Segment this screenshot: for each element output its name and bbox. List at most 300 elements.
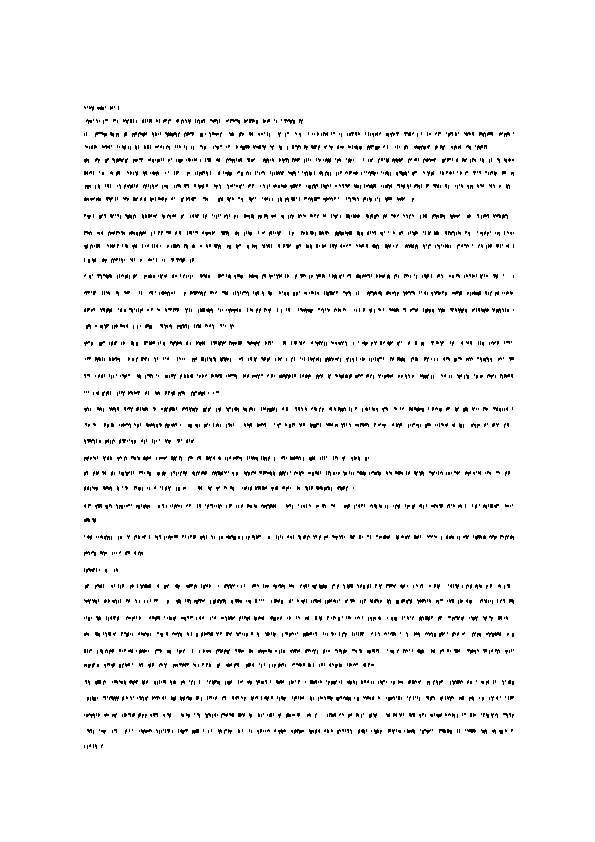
ink-mark	[223, 171, 224, 174]
ink-mark	[244, 423, 245, 426]
ink-mark	[472, 158, 473, 162]
ink-mark	[417, 184, 418, 188]
ink-mark	[316, 197, 317, 201]
ink-mark	[172, 197, 173, 200]
ink-mark	[450, 232, 451, 235]
ink-mark	[481, 132, 482, 135]
ink-mark	[507, 375, 508, 377]
ink-mark	[134, 440, 135, 444]
ink-mark	[108, 324, 109, 326]
ink-mark	[169, 408, 170, 412]
ink-mark	[199, 424, 200, 427]
ink-mark	[254, 275, 255, 277]
ink-mark	[466, 407, 467, 411]
ink-mark	[192, 245, 193, 248]
ink-mark	[313, 292, 314, 294]
ink-mark	[413, 172, 414, 176]
ink-mark	[219, 471, 220, 475]
ink-mark	[285, 133, 286, 137]
ink-mark	[512, 504, 513, 506]
ink-mark	[370, 133, 371, 136]
ink-mark	[196, 424, 197, 427]
ink-mark	[150, 274, 151, 278]
ink-mark	[92, 198, 93, 200]
ink-mark	[97, 456, 98, 459]
ink-mark	[362, 408, 363, 412]
ink-mark	[135, 457, 136, 460]
ink-mark	[148, 471, 149, 474]
ink-mark	[372, 231, 373, 233]
ink-mark	[508, 471, 509, 475]
ink-mark	[125, 159, 126, 163]
ink-mark	[293, 232, 294, 234]
ink-mark	[164, 185, 165, 187]
ink-mark	[127, 291, 128, 294]
ink-mark	[467, 408, 468, 412]
ink-mark	[226, 424, 227, 428]
ink-mark	[387, 291, 388, 295]
ink-mark	[117, 457, 118, 459]
ink-mark	[434, 358, 435, 361]
ink-mark	[144, 198, 145, 201]
ink-mark	[442, 423, 443, 426]
ink-mark	[208, 308, 209, 312]
ink-mark	[221, 275, 222, 277]
ink-mark	[328, 309, 329, 312]
ink-mark	[265, 308, 266, 310]
ink-mark	[395, 292, 396, 296]
ink-mark	[396, 504, 397, 506]
ink-mark	[146, 171, 147, 175]
ink-mark	[285, 423, 286, 426]
ink-mark	[437, 215, 438, 217]
ink-mark	[310, 423, 311, 427]
ink-mark	[330, 198, 331, 200]
ink-mark	[350, 274, 351, 278]
ink-mark	[139, 232, 140, 236]
ink-mark	[486, 291, 487, 295]
ink-mark	[376, 245, 377, 249]
ink-mark	[125, 309, 126, 312]
ink-mark	[248, 185, 249, 188]
ink-mark	[256, 505, 257, 508]
ink-mark	[434, 231, 435, 235]
ink-mark	[358, 341, 359, 343]
ink-mark	[203, 197, 204, 199]
ink-mark	[253, 471, 254, 473]
ink-mark	[178, 342, 179, 344]
ink-mark	[323, 159, 324, 161]
ink-mark	[217, 185, 218, 187]
ink-mark	[280, 471, 281, 475]
ink-mark	[324, 456, 325, 460]
ink-mark	[492, 504, 493, 508]
ink-mark	[320, 274, 321, 277]
ink-mark	[389, 275, 390, 279]
ink-mark	[242, 146, 243, 150]
ink-mark	[265, 457, 266, 459]
ink-mark	[226, 274, 227, 277]
ink-mark	[300, 184, 301, 186]
ink-mark	[136, 358, 137, 362]
ink-mark	[355, 132, 356, 135]
ink-mark	[409, 245, 410, 248]
ink-mark	[231, 486, 232, 489]
ink-mark	[179, 456, 180, 460]
ink-mark	[156, 146, 157, 148]
ink-mark	[357, 172, 358, 174]
ink-mark	[226, 172, 227, 174]
ink-mark	[426, 309, 427, 313]
ink-mark	[128, 172, 129, 174]
ink-mark	[116, 341, 117, 343]
text-line	[84, 484, 354, 492]
ink-mark	[373, 408, 374, 411]
ink-mark	[251, 505, 252, 508]
ink-mark	[319, 341, 320, 345]
ink-mark	[127, 171, 128, 173]
ink-mark	[162, 457, 163, 459]
ink-mark	[143, 171, 144, 174]
ink-mark	[200, 391, 201, 394]
ink-mark	[148, 374, 149, 376]
ink-mark	[287, 505, 288, 508]
ink-mark	[378, 471, 379, 475]
ink-mark	[224, 231, 225, 235]
ink-mark	[410, 159, 411, 161]
ink-mark	[168, 171, 169, 173]
ink-mark	[369, 171, 370, 173]
ink-mark	[293, 423, 294, 425]
ink-mark	[127, 245, 128, 248]
ink-mark	[468, 215, 469, 218]
ink-mark	[302, 309, 303, 312]
ink-mark	[354, 505, 355, 509]
ink-mark	[441, 471, 442, 473]
ink-mark	[267, 215, 268, 219]
ink-mark	[101, 215, 102, 218]
ink-mark	[133, 119, 134, 123]
ink-mark	[258, 146, 259, 149]
ink-mark	[344, 245, 345, 247]
ink-mark	[319, 408, 320, 412]
ink-mark	[343, 146, 344, 148]
ink-mark	[132, 245, 133, 247]
ink-mark	[320, 341, 321, 343]
ink-mark	[247, 215, 248, 217]
ink-mark	[496, 215, 497, 217]
ink-mark	[326, 197, 327, 201]
ink-mark	[387, 275, 388, 279]
ink-mark	[376, 214, 377, 217]
ink-mark	[335, 158, 336, 160]
ink-mark	[338, 232, 339, 236]
ink-mark	[366, 244, 367, 247]
ink-mark	[312, 309, 313, 311]
ink-mark	[419, 408, 420, 411]
ink-mark	[106, 145, 107, 149]
ink-mark	[211, 374, 212, 378]
ink-mark	[454, 358, 455, 362]
ink-mark	[142, 133, 143, 136]
ink-mark	[158, 505, 159, 508]
ink-mark	[186, 407, 187, 409]
ink-mark	[184, 292, 185, 296]
ink-mark	[388, 291, 389, 294]
ink-mark	[90, 487, 91, 491]
ink-mark	[258, 486, 259, 490]
ink-mark	[155, 291, 156, 293]
ink-mark	[269, 232, 270, 236]
ink-mark	[94, 440, 95, 444]
ink-mark	[86, 457, 87, 460]
ink-mark	[484, 358, 485, 361]
ink-mark	[95, 291, 96, 293]
ink-mark	[218, 504, 219, 508]
ink-mark	[402, 172, 403, 176]
ink-mark	[485, 214, 486, 217]
ink-mark	[105, 106, 106, 108]
ink-mark	[343, 486, 344, 490]
ink-mark	[177, 258, 178, 262]
ink-mark	[98, 274, 99, 278]
ink-mark	[201, 185, 202, 187]
ink-mark	[342, 457, 343, 459]
ink-mark	[166, 375, 167, 378]
ink-mark	[343, 457, 344, 461]
ink-mark	[302, 408, 303, 411]
ink-mark	[273, 471, 274, 475]
ink-mark	[154, 275, 155, 278]
ink-mark	[316, 158, 317, 161]
ink-mark	[449, 275, 450, 277]
ink-mark	[483, 358, 484, 361]
ink-mark	[218, 172, 219, 175]
ink-mark	[141, 232, 142, 236]
ink-mark	[379, 133, 380, 135]
ink-mark	[303, 472, 304, 474]
ink-mark	[123, 146, 124, 149]
ink-mark	[180, 274, 181, 277]
ink-mark	[477, 292, 478, 295]
ink-mark	[360, 423, 361, 427]
ink-mark	[250, 184, 251, 186]
ink-mark	[341, 341, 342, 343]
ink-mark	[376, 341, 377, 343]
ink-mark	[213, 392, 214, 394]
ink-mark	[107, 486, 108, 489]
ink-mark	[119, 232, 120, 234]
ink-mark	[298, 457, 299, 460]
ink-mark	[122, 486, 123, 488]
ink-mark	[214, 231, 215, 233]
ink-mark	[364, 358, 365, 360]
ink-mark	[381, 357, 382, 359]
text-line	[84, 143, 490, 151]
ink-mark	[497, 214, 498, 217]
ink-mark	[105, 259, 106, 263]
ink-mark	[106, 133, 107, 136]
ink-mark	[133, 215, 134, 219]
ink-mark	[401, 423, 402, 426]
ink-mark	[236, 145, 237, 149]
ink-mark	[391, 197, 392, 200]
ink-mark	[193, 214, 194, 218]
ink-mark	[117, 197, 118, 200]
ink-mark	[421, 184, 422, 188]
ink-mark	[121, 275, 122, 277]
ink-mark	[246, 408, 247, 412]
ink-mark	[165, 357, 166, 359]
ink-mark	[227, 231, 228, 234]
ink-mark	[136, 132, 137, 135]
ink-mark	[144, 184, 145, 186]
ink-mark	[115, 214, 116, 216]
ink-mark	[190, 456, 191, 459]
ink-mark	[305, 172, 306, 176]
ink-mark	[509, 158, 510, 162]
ink-mark	[470, 358, 471, 361]
ink-mark	[408, 342, 409, 345]
ink-mark	[153, 171, 154, 175]
ink-mark	[287, 274, 288, 278]
ink-mark	[153, 185, 154, 189]
ink-mark	[440, 504, 441, 508]
ink-mark	[440, 341, 441, 343]
ink-mark	[506, 214, 507, 216]
ink-mark	[345, 341, 346, 343]
ink-mark	[367, 198, 368, 201]
ink-mark	[383, 408, 384, 412]
ink-mark	[171, 292, 172, 294]
ink-mark	[395, 471, 396, 474]
ink-mark	[217, 375, 218, 378]
ink-mark	[166, 198, 167, 200]
ink-mark	[249, 184, 250, 187]
ink-mark	[87, 487, 88, 490]
ink-mark	[377, 172, 378, 174]
ink-mark	[374, 184, 375, 187]
ink-mark	[271, 472, 272, 476]
ink-mark	[242, 275, 243, 278]
ink-mark	[407, 215, 408, 218]
ink-mark	[362, 357, 363, 361]
ink-mark	[211, 504, 212, 506]
ink-mark	[213, 325, 214, 329]
ink-mark	[99, 132, 100, 134]
ink-mark	[379, 504, 380, 507]
ink-mark	[482, 375, 483, 377]
ink-mark	[123, 325, 124, 327]
ink-mark	[495, 341, 496, 343]
ink-mark	[154, 424, 155, 428]
ink-mark	[388, 172, 389, 176]
ink-mark	[215, 133, 216, 135]
ink-mark	[479, 244, 480, 246]
ink-mark	[128, 374, 129, 376]
ink-mark	[93, 487, 94, 489]
ink-mark	[324, 342, 325, 346]
ink-mark	[329, 471, 330, 473]
ink-mark	[371, 358, 372, 362]
ink-mark	[103, 146, 104, 148]
ink-mark	[497, 504, 498, 506]
ink-mark	[102, 172, 103, 175]
ink-mark	[126, 132, 127, 136]
ink-mark	[339, 374, 340, 377]
ink-mark	[176, 472, 177, 476]
ink-mark	[211, 119, 212, 121]
ink-mark	[205, 408, 206, 412]
ink-mark	[488, 358, 489, 362]
ink-mark	[272, 146, 273, 150]
ink-mark	[179, 487, 180, 491]
ink-mark	[324, 504, 325, 506]
ink-mark	[106, 274, 107, 278]
ink-mark	[347, 185, 348, 188]
ink-mark	[499, 308, 500, 311]
ink-mark	[406, 145, 407, 147]
ink-mark	[128, 391, 129, 395]
ink-mark	[114, 342, 115, 345]
ink-mark	[158, 375, 159, 377]
ink-mark	[361, 374, 362, 376]
ink-mark	[145, 185, 146, 189]
ink-mark	[258, 424, 259, 427]
ink-mark	[414, 159, 415, 161]
ink-mark	[227, 245, 228, 248]
ink-mark	[481, 244, 482, 247]
ink-mark	[89, 536, 90, 538]
ink-mark	[367, 185, 368, 187]
ink-mark	[308, 472, 309, 474]
ink-mark	[122, 439, 123, 441]
ink-mark	[409, 407, 410, 411]
text-line	[84, 516, 98, 524]
ink-mark	[306, 158, 307, 162]
ink-mark	[300, 472, 301, 476]
ink-mark	[354, 184, 355, 187]
ink-mark	[338, 472, 339, 475]
ink-mark	[346, 292, 347, 296]
ink-mark	[397, 308, 398, 311]
ink-mark	[295, 132, 296, 134]
ink-mark	[171, 245, 172, 248]
ink-mark	[307, 232, 308, 235]
ink-mark	[351, 408, 352, 412]
ink-mark	[137, 505, 138, 507]
ink-mark	[405, 171, 406, 175]
ink-mark	[165, 119, 166, 122]
ink-mark	[322, 487, 323, 490]
ink-mark	[327, 308, 328, 310]
ink-mark	[147, 341, 148, 343]
ink-mark	[497, 471, 498, 473]
ink-mark	[300, 274, 301, 276]
ink-mark	[235, 232, 236, 235]
ink-mark	[287, 407, 288, 411]
ink-mark	[86, 291, 87, 295]
ink-mark	[467, 375, 468, 379]
ink-mark	[289, 119, 290, 122]
ink-mark	[249, 424, 250, 428]
ink-mark	[118, 292, 119, 296]
ink-mark	[505, 133, 506, 135]
ink-mark	[202, 133, 203, 137]
ink-mark	[149, 457, 150, 459]
ink-mark	[505, 472, 506, 476]
ink-mark	[162, 486, 163, 490]
